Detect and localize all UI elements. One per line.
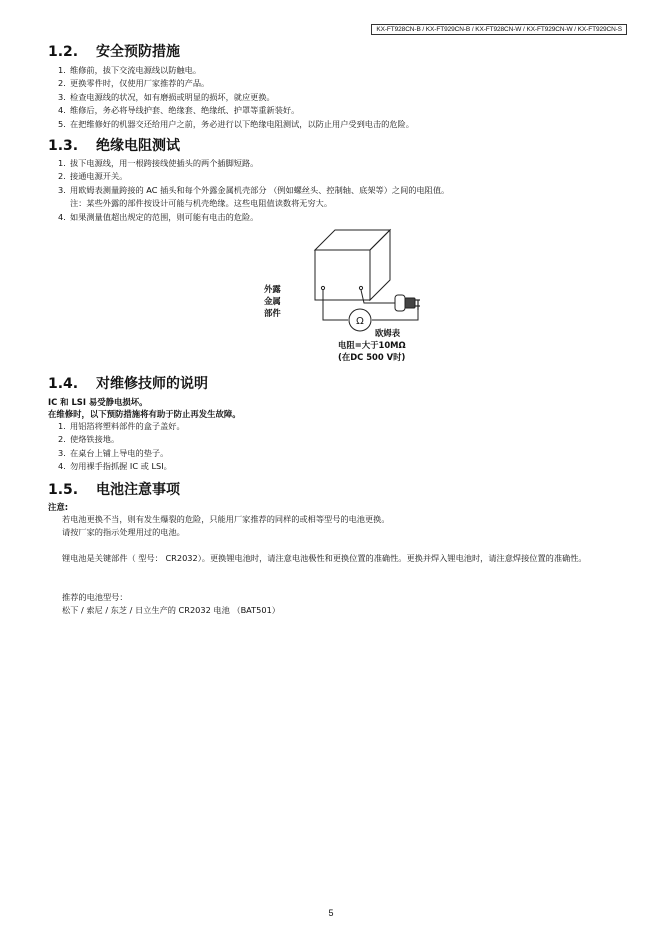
list-item: 2. 接通电源开关。 — [58, 171, 128, 182]
section-title: 电池注意事项 — [96, 482, 180, 498]
cabinet-side — [370, 230, 390, 300]
esd-warning: IC 和 LSI 易受静电损坏。 — [48, 397, 148, 407]
insulation-test-diagram — [260, 225, 460, 365]
technician-notes-list — [58, 420, 185, 474]
section-title: 对维修技师的说明 — [96, 376, 208, 392]
list-item: 2. 更换零件时，仅使用厂家推荐的产品。 — [58, 78, 210, 89]
terminal-point — [359, 286, 362, 289]
model-header: KX-FT928CN-B / KX-FT929CN-B / KX-FT928CN-W / KX-FT929CN-W / KX-FT929CN-S — [371, 24, 627, 35]
insulation-test-list — [58, 157, 449, 224]
exposed-metal-label: 外露 金属 部件 — [264, 284, 281, 318]
plug-head — [405, 298, 415, 308]
recommended-battery: 推荐的电池型号： 松下 / 索尼 / 东芝 / 日立生产的 CR2032 电池 （BAT501） — [62, 592, 280, 616]
svg-text:Ω: Ω — [356, 316, 364, 327]
dc-voltage-label: (在DC 500 V时) — [338, 352, 406, 362]
list-item-note: 注：某些外露的部件按设计可能与机壳绝缘。这些电阻值读数将无穷大。 — [70, 198, 333, 209]
list-item: 1. 维修前，拔下交流电源线以防触电。 — [58, 65, 202, 75]
section-heading-1-4 — [48, 376, 208, 392]
list-item: 3. 在桌台上铺上导电的垫子。 — [58, 447, 169, 458]
cabinet-top — [315, 230, 390, 250]
section-number: 1.3. — [48, 138, 79, 154]
list-item: 4. 勿用裸手指抓握 IC 或 LSI。 — [58, 461, 172, 472]
section-number: 1.2. — [48, 44, 79, 60]
section-heading-1-5 — [48, 482, 180, 498]
wire — [372, 310, 418, 320]
wire — [323, 290, 348, 320]
section-title: 安全预防措施 — [96, 44, 180, 60]
lithium-battery-note: 锂电池是关键部件（ 型号： CR2032）。更换锂电池时，请注意电池极性和更换位置的准确性。更换并焊入锂电池时，请注意焊接位置的准确性。 — [62, 553, 587, 563]
list-item: 2. 使烙铁接地。 — [58, 434, 120, 445]
resistance-label: 电阻=大于10MΩ — [338, 340, 406, 350]
list-item: 1. 拔下电源线，用一根跨接线使插头的两个插脚短路。 — [58, 158, 259, 168]
list-item: 4. 如果测量值超出规定的范围，则可能有电击的危险。 — [58, 211, 259, 222]
section-title: 绝缘电阻测试 — [96, 138, 180, 154]
list-item: 3. 用欧姆表测量跨接的 AC 插头和每个外露金属机壳部分 （例如螺丝头、控制轴、底架等）之间的电阻值。 — [58, 184, 450, 195]
section-heading-1-2 — [48, 44, 180, 60]
caution-label: 注意: — [48, 502, 69, 512]
section-number: 1.5. — [48, 482, 79, 498]
battery-warning: 若电池更换不当，则有发生爆裂的危险，只能用厂家推荐的同样的或相等型号的电池更换。 请按厂家的指示处理用过的电池。 — [62, 514, 390, 538]
safety-precautions-list — [58, 64, 414, 131]
list-item: 3. 检查电源线的状况，如有磨损或明显的损坏，就应更换。 — [58, 91, 275, 102]
section-heading-1-3 — [48, 138, 180, 154]
plug-body — [395, 295, 405, 311]
list-item: 4. 维修后，务必将导线护套、绝缘套、绝缘纸、护罩等重新装好。 — [58, 105, 300, 116]
precaution-intro: 在维修时，以下预防措施将有助于防止再发生故障。 — [48, 409, 241, 419]
terminal-point — [321, 286, 324, 289]
list-item: 5. 在把维修好的机器交还给用户之前，务必进行以下绝缘电阻测试，以防止用户受到电击的危险。 — [58, 118, 414, 129]
section-number: 1.4. — [48, 376, 79, 392]
ohmmeter-label: 欧姆表 — [375, 328, 401, 338]
page-number: 5 — [328, 908, 334, 918]
list-item: 1. 用铝箔将塑料部件的盒子盖好。 — [58, 421, 185, 431]
